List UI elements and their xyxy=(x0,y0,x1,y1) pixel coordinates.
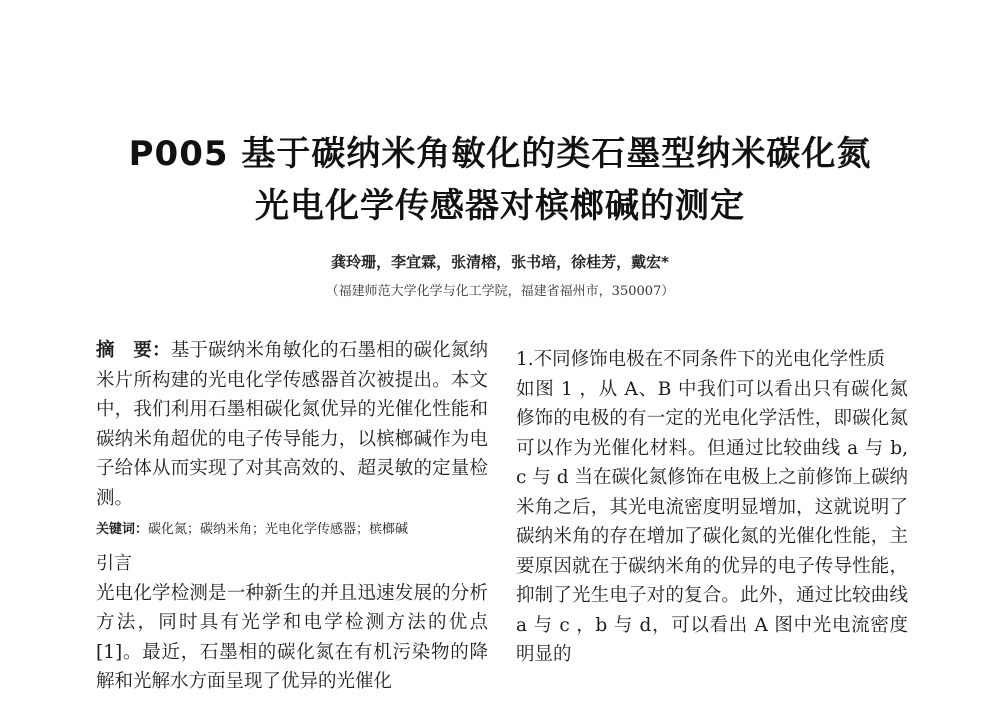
affiliation: （福建师范大学化学与化工学院，福建省福州市，350007） xyxy=(325,284,675,299)
intro-heading: 引言 xyxy=(96,553,132,574)
right-column xyxy=(516,345,908,670)
section1-text: 如图 1 ，从 A、B 中我们可以看出只有碳化氮修饰的电极的有一定的光电化学活性，即碳化氮可以作为光催化材料。但通过比较曲线 a 与 b, c 与 d 当在碳化氮修饰在电极上之前修饰上碳纳米角之后，其光电流密度明显增加，这就说明了碳纳米角的存在增加了碳化氮的光催化性能，主要原因就在于碳纳米角的优异的电子传导性能，抑制了光生电子对的复合。此外，通过比较曲线 a 与 c ，b 与 d，可以看出 A 图中光电流密度明显的 xyxy=(516,378,908,665)
intro-text: 光电化学检测是一种新生的并且迅速发展的分析方法，同时具有光学和电学检测方法的优点[1]。最近，石墨相的碳化氮在有机污染物的降解和光解水方面呈现了优异的光催化 xyxy=(96,582,488,692)
author-list: 龚玲珊，李宜霖，张清榕，张书培，徐桂芳，戴宏* xyxy=(331,253,669,271)
paper-title-line1: P005 基于碳纳米角敏化的类石墨型纳米碳化氮 xyxy=(128,134,872,174)
keywords-label: 关键词： xyxy=(96,522,149,537)
abstract-text: 基于碳纳米角敏化的石墨相的碳化氮纳米片所构建的光电化学传感器首次被提出。本文中，我们利用石墨相碳化氮优异的光催化性能和碳纳米角超优的电子传导能力，以槟榔碱作为电子给体从而实现了对其高效的、超灵敏的定量检测。 xyxy=(96,340,488,509)
left-column xyxy=(96,336,488,697)
section1-heading: 1.不同修饰电极在不同条件下的光电化学性质 xyxy=(516,349,886,370)
paper-title-line2: 光电化学传感器对槟榔碱的测定 xyxy=(255,186,745,226)
keywords xyxy=(96,519,488,541)
abstract xyxy=(96,336,488,513)
keywords-text: 碳化氮；碳纳米角；光电化学传感器；槟榔碱 xyxy=(148,522,409,537)
abstract-label: 摘 要： xyxy=(96,340,171,361)
